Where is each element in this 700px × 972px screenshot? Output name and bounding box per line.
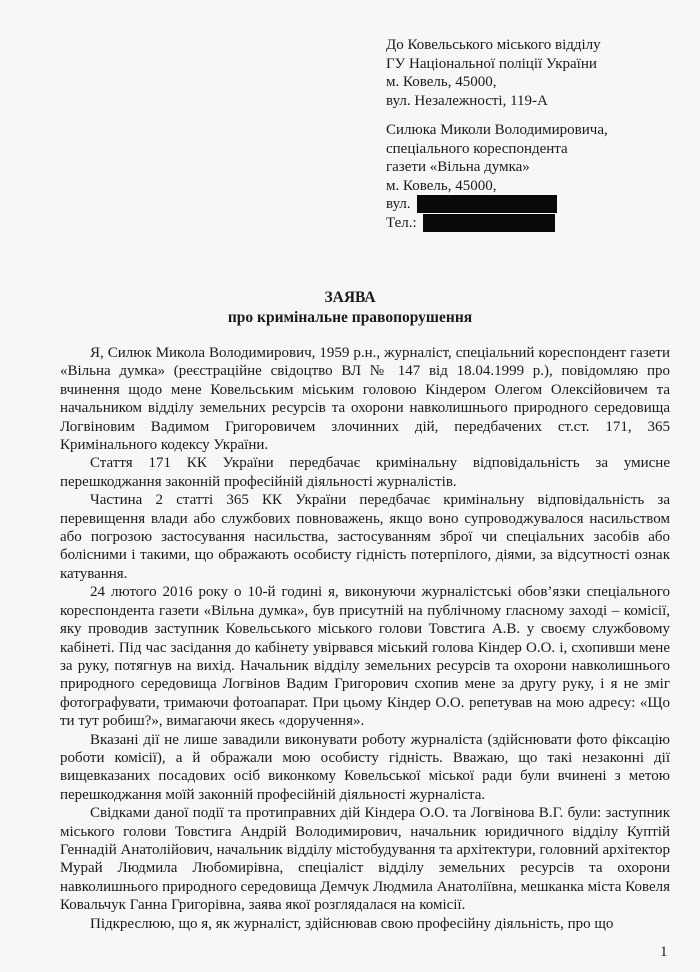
document-subtitle: про кримінальне правопорушення <box>227 309 473 326</box>
street-label: вул. <box>386 196 411 212</box>
page-number: 1 <box>660 944 668 960</box>
body-paragraph: Стаття 171 КК України передбачає кримінальну відповідальність за умисне перешкоджання законній професійній діяльності журналістів. <box>60 455 670 490</box>
sender-line: м. Ковель, 45000, <box>386 177 497 194</box>
document-title: ЗАЯВА <box>324 289 376 306</box>
recipient-line: До Ковельського міського відділу <box>386 37 601 53</box>
recipient-line: ГУ Національної поліції України <box>386 55 597 72</box>
sender-line: спеціального кореспондента <box>386 140 568 157</box>
recipient-line: м. Ковель, 45000, <box>386 74 497 90</box>
body-paragraph: Свідками даної події та протиправних дій Кіндера О.О. та Логвінова В.Г. були: заступник міського голови Товстига Андрій Володимирович, начальник юридичного відділу Куптій Геннадій Анатолійович, начальник відділу містобудування та архітектури, головний архітектор Мурай Людмила Любомирівна, спеціаліст відділу земельних ресурсів та охорони навколишнього природного середовища Демчук Людмила Анатоліївна, мешканка міста Ковеля Ковальчук Ганна Григорівна, заява якої розглядалася на комісії. <box>60 805 670 914</box>
sender-block <box>386 121 608 232</box>
body-paragraph: Вказані дії не лише завадили виконувати роботу журналіста (здійснювати фото фіксацію роботи комісії), а й ображали мою особисту гідність. Вважаю, що такі незаконні дії вищевказаних посадових осіб виконкому Ковельської міської ради були вчинені з метою перешкоджання моїй законній професійній діяльності журналіста. <box>60 731 670 803</box>
body-paragraph: Частина 2 статті 365 КК України передбачає кримінальну відповідальність за перевищення влади або службових повноважень, якщо воно супроводжувалося насильством або погрозою застосування насильства, застосуванням зброї чи спеціальних засобів або болісними і такими, що ображають особисту гідність потерпілого, діями, за відсутності ознак катування. <box>60 492 670 582</box>
body-paragraph: Підкреслюю, що я, як журналіст, здійснював свою професійну діяльність, про що <box>90 915 614 932</box>
sender-line: Силюка Миколи Володимировича, <box>386 122 608 138</box>
redaction-bar <box>423 214 555 232</box>
phone-label: Тел.: <box>386 214 417 231</box>
sender-phone-line <box>386 214 608 233</box>
body-paragraph: 24 лютого 2016 року о 10-й годині я, виконуючи журналістські обов’язки спеціального кореспондента газети «Вільна думка», був присутній на публічному гласному заході – комісії, яку проводив заступник Ковельського міського голови Товстига А.В. у своєму службовому кабінеті. Під час засідання до кабінету увірвався міський голова Кіндер О.О. і, схопивши мене за руку, потягнув на вихід. Начальник відділу земельних ресурсів та охорони навколишнього природного середовища Логвінов Вадим Григорович схопив мене за другу руку, і я не зміг фотографувати, тримаючи фотоапарат. При цьому Кіндер О.О. репетував на мою адресу: «Що ти тут робиш?», вимагаючи якесь «доручення». <box>60 584 670 730</box>
redaction-bar <box>417 195 557 213</box>
recipient-block <box>386 36 601 110</box>
sender-street-line <box>386 195 608 214</box>
recipient-line: вул. Незалежності, 119-А <box>386 92 548 109</box>
body-paragraph: Я, Силюк Микола Володимирович, 1959 р.н., журналіст, спеціальний кореспондент газети «Вільна думка» (реєстраційне свідоцтво ВЛ № 147 від 18.04.1999 р.), повідомляю про вчинення щодо мене Ковельським міським головою Кіндером Олегом Олексійовичем та начальником відділу земельних ресурсів та охорони навколишнього природного середовища Логвіновим Вадимом Григоровичем злочинних дій, передбачених ст.ст. 171, 365 Кримінального кодексу України. <box>60 345 670 454</box>
sender-line: газети «Вільна думка» <box>386 159 530 175</box>
document-body <box>60 344 670 933</box>
